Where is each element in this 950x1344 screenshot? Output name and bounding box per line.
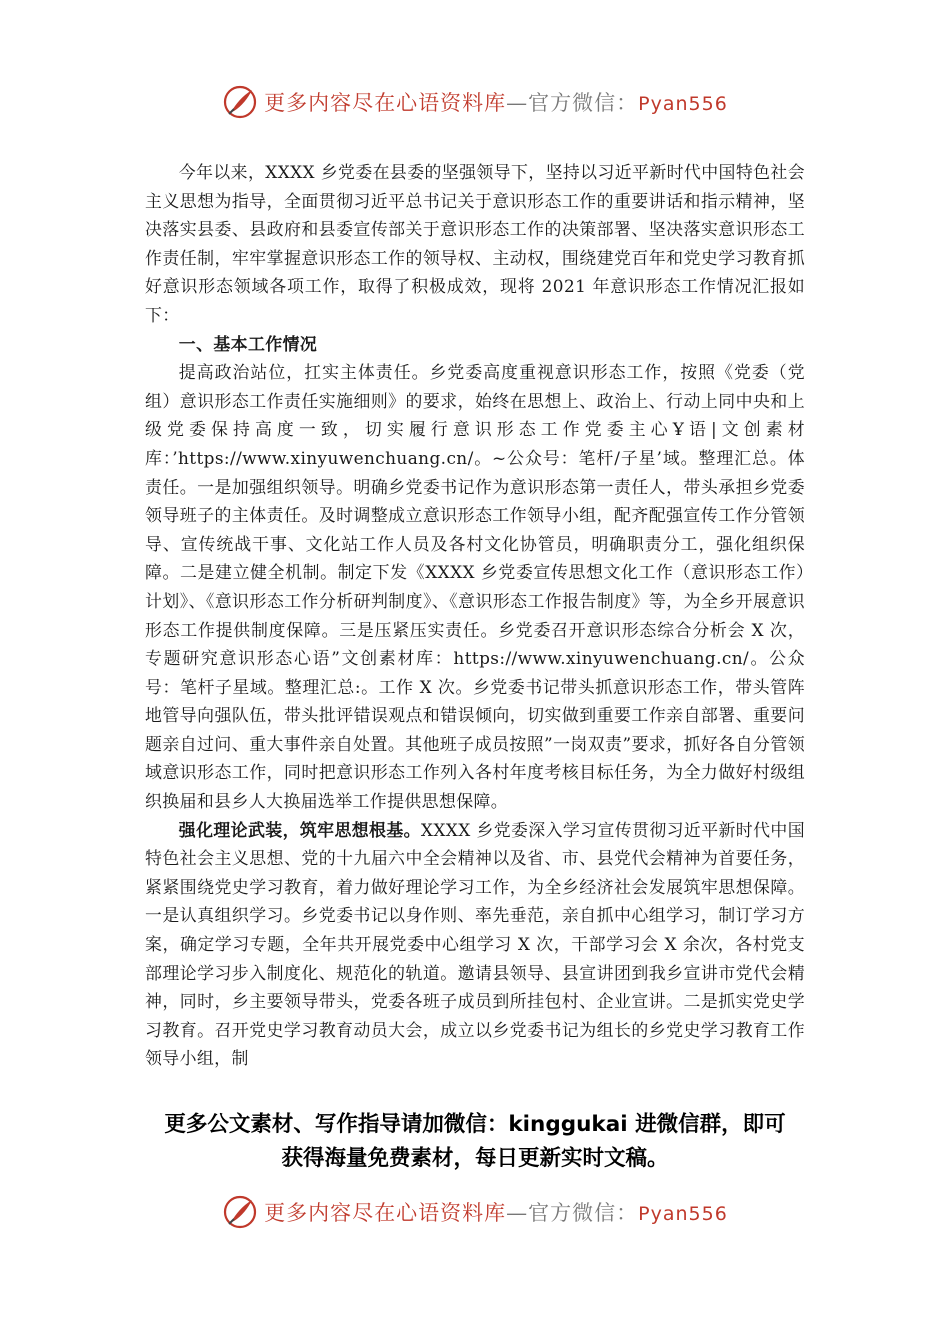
document-body	[145, 158, 805, 1073]
promo-line-2: 获得海量免费素材，每日更新实时文稿。	[281, 1146, 669, 1171]
paragraph-lead: 强化理论武装，筑牢思想根基。	[178, 819, 421, 840]
footer-banner	[0, 1190, 950, 1234]
header-banner-text: 更多内容尽在心语资料库—官方微信：Pyan556	[264, 91, 728, 115]
quill-logo-icon	[222, 84, 258, 120]
quill-logo-icon	[222, 1194, 258, 1230]
footer-wechat-id: Pyan556	[638, 1203, 728, 1225]
promo-line-1: 更多公文素材、写作指导请加微信：kinggukai 进微信群，即可	[164, 1112, 786, 1137]
body-paragraph-2	[145, 816, 805, 1073]
body-paragraph-1: 提高政治站位，扛实主体责任。乡党委高度重视意识形态工作，按照《党委（党组）意识形态工作责任实施细则》的要求，始终在思想上、政治上、行动上同中央和上级党委保持高度一致，切实履行意识形态工作党委主心Ұ语|文创素材库：’https://www.xinyuwenchuang.cn/。~公众号：笔杆/子星’域。整理汇总。体责任。一是加强组织领导。明确乡党委书记作为意识形态第一责任人，带头承担乡党委领导班子的主体责任。及时调整成立意识形态工作领导小组，配齐配强宣传工作分管领导、宣传统战干事、文化站工作人员及各村文化协管员，明确职责分工，强化组织保障。二是建立健全机制。制定下发《XXXX 乡党委宣传思想文化工作（意识形态工作）计划》、《意识形态工作分析研判制度》、《意识形态工作报告制度》等，为全乡开展意识形态工作提供制度保障。三是压紧压实责任。乡党委召开意识形态综合分析会 X 次，专题研究意识形态心语”文创素材库：https://www.xinyuwenchuang.cn/。公众号：笔杆子星域。整理汇总:。工作 X 次。乡党委书记带头抓意识形态工作，带头管阵地管导向强队伍，带头批评错误观点和错误倾向，切实做到重要工作亲自部署、重要问题亲自过问、重大事件亲自处置。其他班子成员按照”一岗双责”要求，抓好各自分管领域意识形态工作，同时把意识形态工作列入各村年度考核目标任务，为全力做好村级组织换届和县乡人大换届选举工作提供思想保障。	[145, 362, 805, 812]
header-wechat-id: Pyan556	[638, 93, 728, 115]
footer-banner-text: 更多内容尽在心语资料库—官方微信：Pyan556	[264, 1201, 728, 1225]
section-heading: 一、基本工作情况	[178, 333, 318, 354]
header-banner	[0, 80, 950, 124]
paragraph-body: XXXX 乡党委深入学习宣传贯彻习近平新时代中国特色社会主义思想、党的十九届六中全会精神以及省、市、县党代会精神为首要任务，紧紧围绕党史学习教育，着力做好理论学习工作，为全乡经济社会发展筑牢思想保障。一是认真组织学习。乡党委书记以身作则、率先垂范，亲自抓中心组学习，制订学习方案，确定学习专题，全年共开展党委中心组学习 X 次，干部学习会 X 余次，各村党支部理论学习步入制度化、规范化的轨道。邀请县领导、县宣讲团到我乡宣讲市党代会精神，同时，乡主要领导带头，党委各班子成员到所挂包村、企业宣讲。二是抓实党史学习教育。召开党史学习教育动员大会，成立以乡党委书记为组长的乡党史学习教育工作领导小组，制	[145, 819, 805, 1069]
intro-paragraph: 今年以来，XXXX 乡党委在县委的坚强领导下，坚持以习近平新时代中国特色社会主义思想为指导，全面贯彻习近平总书记关于意识形态工作的重要讲话和指示精神，坚决落实县委、县政府和县委宣传部关于意识形态工作的决策部署、坚决落实意识形态工作责任制，牢牢掌握意识形态工作的领导权、主动权，围绕建党百年和党史学习教育抓好意识形态领域各项工作，取得了积极成效，现将 2021 年意识形态工作情况汇报如下：	[145, 162, 805, 325]
promo-notice	[0, 1108, 950, 1176]
